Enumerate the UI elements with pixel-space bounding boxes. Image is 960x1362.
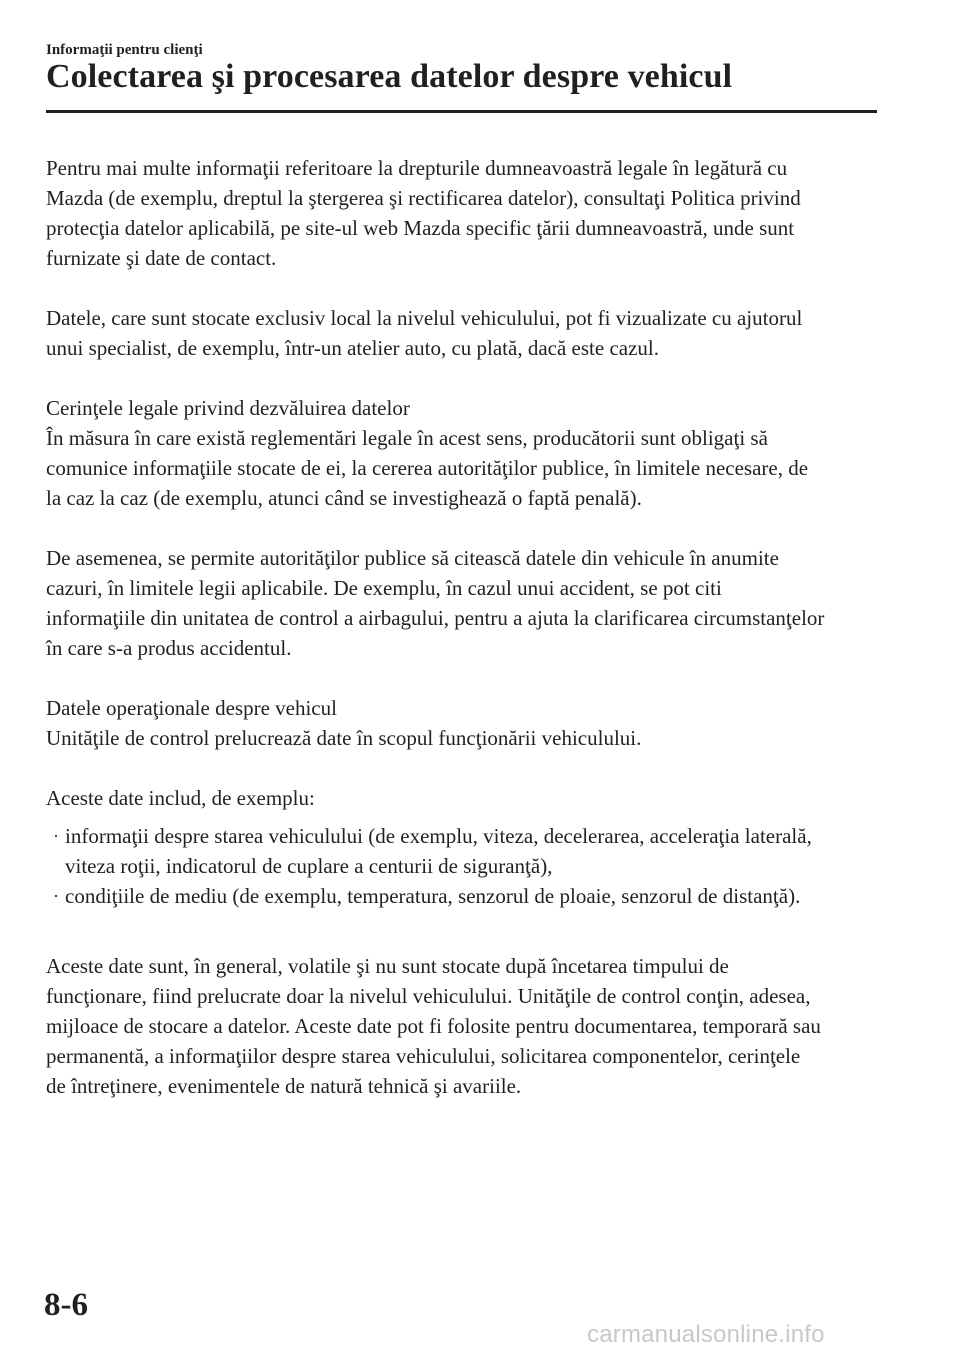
text-line: informaţii despre starea vehiculului (de exemplu, viteza, decelerarea, acceleraţia laterală, <box>65 824 812 848</box>
text-line: comunice informaţiile stocate de ei, la cererea autorităţilor publice, în limitele necesare, de <box>46 456 809 480</box>
text-line: de întreţinere, evenimentele de natură tehnică şi avariile. <box>46 1074 522 1098</box>
page-number: 8-6 <box>44 1287 88 1323</box>
paragraph-local-data <box>46 303 886 363</box>
paragraph-operational-data <box>46 693 886 753</box>
title-rule <box>46 110 877 113</box>
paragraph-authorities <box>46 543 886 663</box>
list-item <box>46 821 886 881</box>
text-line: Aceste date includ, de exemplu: <box>46 786 315 810</box>
paragraph-data-includes <box>46 783 886 813</box>
text-line: Datele, care sunt stocate exclusiv local la nivelul vehiculului, pot fi vizualizate cu ajutorul <box>46 306 803 330</box>
paragraph-rights <box>46 153 886 273</box>
list-item <box>46 881 886 911</box>
text-line: protecţia datelor aplicabilă, pe site-ul web Mazda specific ţării dumneavoastră, unde sunt <box>46 216 795 240</box>
text-line: furnizate şi date de contact. <box>46 246 277 270</box>
text-line: Datele operaţionale despre vehicul <box>46 696 337 720</box>
text-line: Mazda (de exemplu, dreptul la ştergerea şi rectificarea datelor), consultaţi Politica privind <box>46 186 801 210</box>
text-line: De asemenea, se permite autorităţilor publice să citească datele din vehicule în anumite <box>46 546 779 570</box>
bullet-list <box>46 821 886 911</box>
text-line: informaţiile din unitatea de control a airbagului, pentru a ajuta la clarificarea circumstanţelor <box>46 606 825 630</box>
bullet-dot-icon: · <box>53 886 59 906</box>
page-title: Colectarea şi procesarea datelor despre vehicul <box>46 58 733 95</box>
text-line: Aceste date sunt, în general, volatile şi nu sunt stocate după încetarea timpului de <box>46 954 729 978</box>
main-content <box>46 153 886 1101</box>
watermark: carmanualsonline.info <box>587 1321 825 1348</box>
bullet-dot-icon: · <box>53 826 59 846</box>
text-line: Unităţile de control prelucrează date în scopul funcţionării vehiculului. <box>46 726 642 750</box>
section-label: Informaţii pentru clienţi <box>46 42 203 58</box>
paragraph-legal-requirements <box>46 393 886 513</box>
text-line: funcţionare, fiind prelucrate doar la nivelul vehiculului. Unităţile de control conţin, adesea, <box>46 984 811 1008</box>
text-line: condiţiile de mediu (de exemplu, temperatura, senzorul de ploaie, senzorul de distanţă). <box>65 884 801 908</box>
text-line: cazuri, în limitele legii aplicabile. De exemplu, în cazul unui accident, se pot citi <box>46 576 722 600</box>
text-line: unui specialist, de exemplu, într-un atelier auto, cu plată, dacă este cazul. <box>46 336 659 360</box>
text-line: la caz la caz (de exemplu, atunci când se investighează o faptă penală). <box>46 486 642 510</box>
text-line: În măsura în care există reglementări legale în acest sens, producătorii sunt obligaţi să <box>46 426 768 450</box>
paragraph-closing <box>46 951 886 1101</box>
text-line: viteza roţii, indicatorul de cuplare a centurii de siguranţă), <box>65 854 553 878</box>
text-line: Cerinţele legale privind dezvăluirea datelor <box>46 396 410 420</box>
text-line: în care s-a produs accidentul. <box>46 636 292 660</box>
text-line: permanentă, a informaţiilor despre starea vehiculului, solicitarea componentelor, cerinţele <box>46 1044 801 1068</box>
text-line: Pentru mai multe informaţii referitoare la drepturile dumneavoastră legale în legătură cu <box>46 156 788 180</box>
text-line: mijloace de stocare a datelor. Aceste date pot fi folosite pentru documentarea, temporară sau <box>46 1014 821 1038</box>
